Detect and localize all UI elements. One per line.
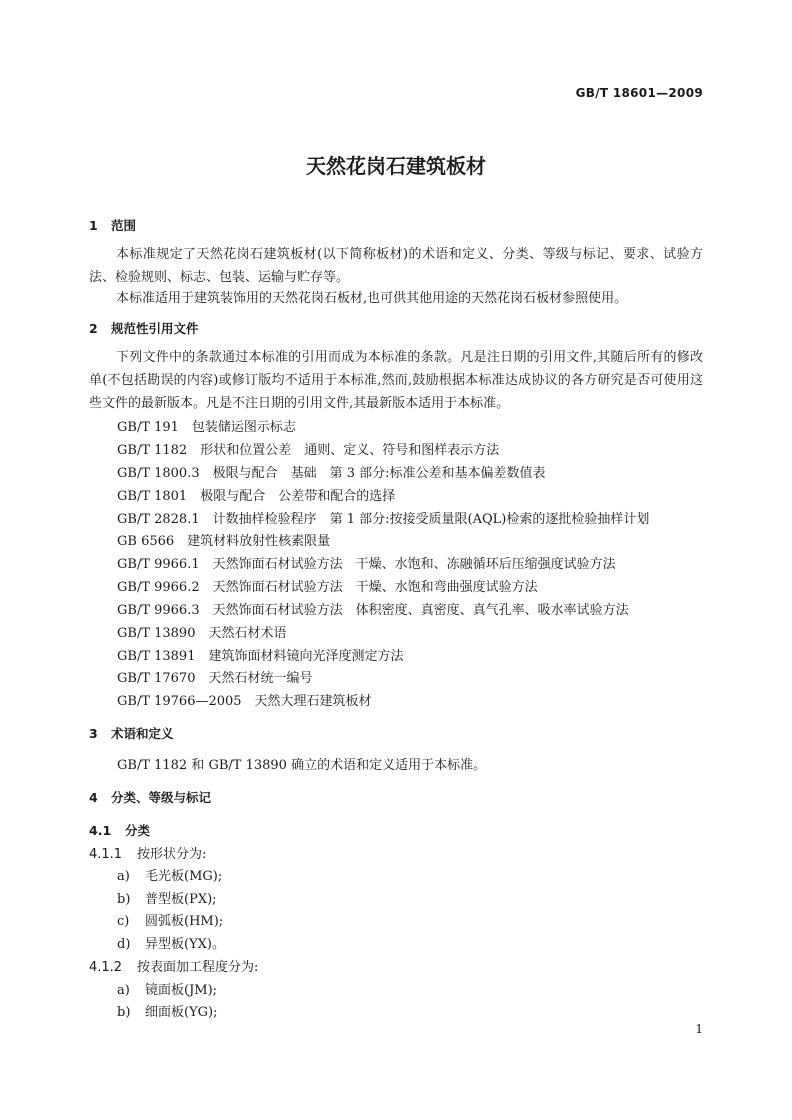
terms-paragraph: GB/T 1182 和 GB/T 13890 确立的术语和定义适用于本标准。 (117, 758, 487, 773)
section-title: 范围 (111, 218, 137, 233)
reference-item: GB/T 9966.2 天然饰面石材试验方法 干燥、水饱和弯曲强度试验方法 (117, 580, 538, 595)
clause-4-1-1 (89, 843, 206, 862)
list-item (117, 910, 223, 929)
clause-text: 按形状分为: (137, 847, 207, 862)
list-item-text: 普型板(PX); (145, 892, 217, 907)
clause-text: 按表面加工程度分为: (137, 960, 259, 975)
scope-paragraph-2: 本标准适用于建筑装饰用的天然花岗石板材,也可供其他用途的天然花岗石板材参照使用。 (116, 291, 628, 306)
section-1-heading (89, 216, 136, 234)
list-item (117, 1001, 218, 1020)
list-item-text: 毛光板(MG); (145, 869, 223, 884)
section-number: 4 (89, 790, 98, 805)
section-3-heading (89, 724, 174, 742)
reference-item: GB/T 13890 天然石材术语 (117, 626, 287, 641)
section-title: 分类、等级与标记 (111, 790, 212, 805)
section-number: 2 (89, 321, 98, 336)
reference-item: GB/T 13891 建筑饰面材料镜向光泽度测定方法 (117, 649, 404, 664)
list-marker: b) (117, 892, 131, 907)
section-number: 3 (89, 726, 98, 741)
list-marker: b) (117, 1005, 131, 1020)
reference-item: GB/T 19766—2005 天然大理石建筑板材 (117, 694, 372, 709)
list-marker: a) (117, 869, 130, 884)
clause-number: 4.1.1 (89, 847, 123, 862)
reference-item: GB/T 17670 天然石材统一编号 (117, 671, 313, 686)
subsection-title: 分类 (125, 823, 151, 838)
list-item-text: 镜面板(JM); (145, 983, 218, 998)
section-title: 规范性引用文件 (111, 321, 199, 336)
section-number: 1 (89, 218, 98, 233)
reference-item: GB/T 1182 形状和位置公差 通则、定义、符号和图样表示方法 (117, 443, 500, 458)
list-marker: c) (117, 914, 130, 929)
scope-paragraph-1: 本标准规定了天然花岗石建筑板材(以下简称板材)的术语和定义、分类、等级与标记、要求、试验方法、检验规则、标志、包装、运输与贮存等。 (89, 247, 703, 285)
page-number: 1 (695, 1022, 703, 1036)
list-item (117, 888, 217, 907)
section-title: 术语和定义 (111, 726, 174, 741)
list-item (117, 865, 222, 884)
list-item (117, 933, 225, 952)
section-4-heading (89, 788, 211, 806)
reference-item: GB/T 9966.3 天然饰面石材试验方法 体积密度、真密度、真气孔率、吸水率试验方法 (117, 603, 629, 618)
clause-number: 4.1.2 (89, 960, 123, 975)
list-item-text: 圆弧板(HM); (145, 914, 224, 929)
reference-item: GB 6566 建筑材料放射性核素限量 (117, 534, 331, 549)
references-intro: 下列文件中的条款通过本标准的引用而成为本标准的条款。凡是注日期的引用文件,其随后所有的修改单(不包括勘误的内容)或修订版均不适用于本标准,然而,鼓励根据本标准达成协议的各方研究是否可使用这些文件的最新版本。凡是不注日期的引用文件,其最新版本适用于本标准。 (89, 350, 703, 411)
list-item (117, 979, 217, 998)
subsection-4-1-heading (89, 821, 150, 839)
list-marker: d) (117, 937, 131, 952)
reference-item: GB/T 9966.1 天然饰面石材试验方法 干燥、水饱和、冻融循环后压缩强度试验方法 (117, 557, 616, 572)
reference-item: GB/T 1801 极限与配合 公差带和配合的选择 (117, 489, 396, 504)
section-2-heading (89, 319, 199, 337)
list-marker: a) (117, 983, 130, 998)
reference-item: GB/T 2828.1 计数抽样检验程序 第 1 部分:按接受质量限(AQL)检索的逐批检验抽样计划 (117, 512, 650, 527)
reference-item: GB/T 191 包装储运图示标志 (117, 420, 296, 435)
standard-code: GB/T 18601—2009 (575, 86, 703, 100)
subsection-number: 4.1 (89, 823, 112, 838)
list-item-text: 细面板(YG); (145, 1005, 218, 1020)
document-title: 天然花岗石建筑板材 (306, 154, 486, 178)
reference-item: GB/T 1800.3 极限与配合 基础 第 3 部分:标准公差和基本偏差数值表 (117, 466, 546, 481)
clause-4-1-2 (89, 956, 258, 975)
list-item-text: 异型板(YX)。 (145, 937, 225, 952)
